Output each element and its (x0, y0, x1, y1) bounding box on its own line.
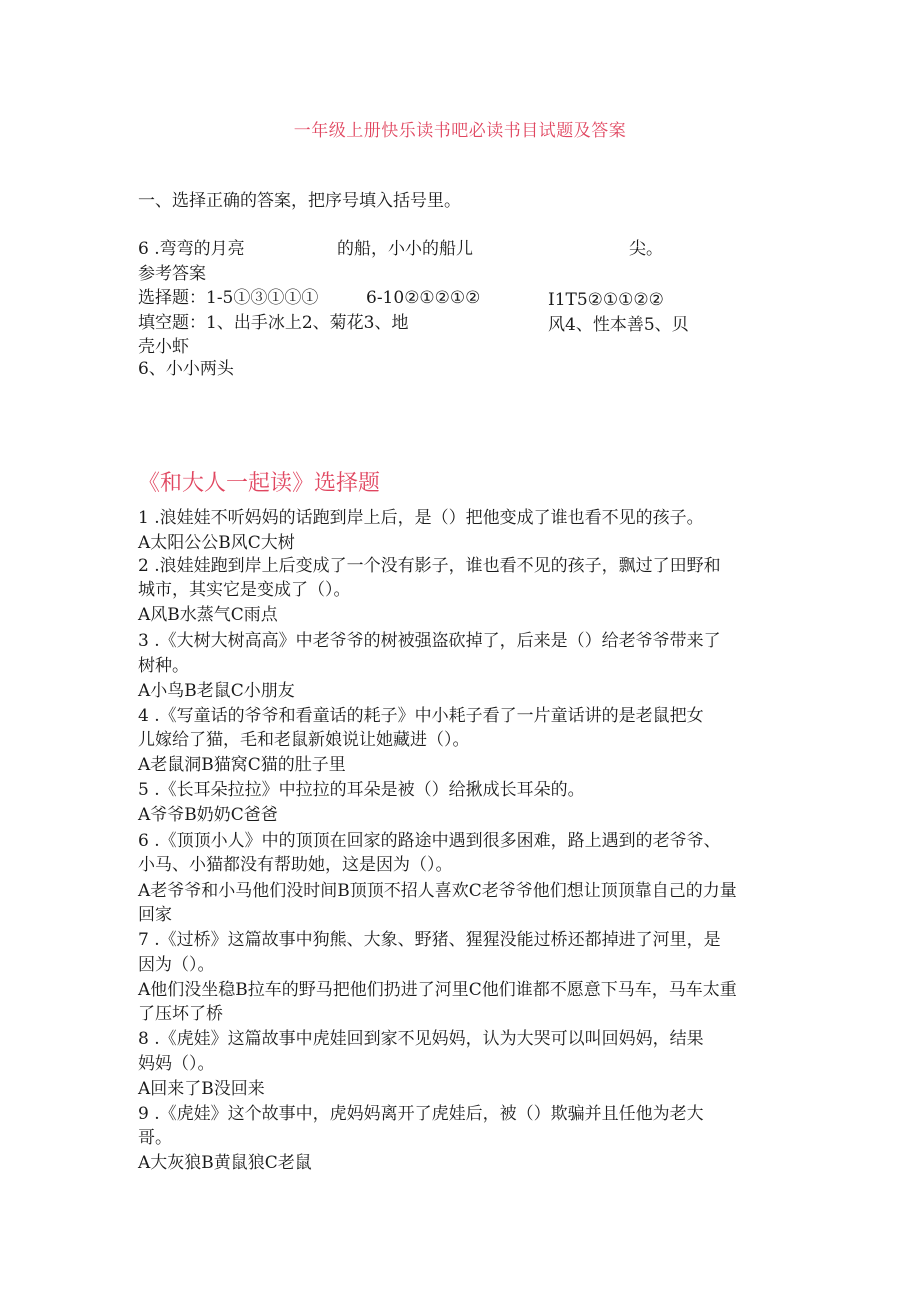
quiz-line: 树种。 (138, 656, 189, 676)
quiz-line: 8 .《虎娃》这篇故事中虎娃回到家不见妈妈，认为大哭可以叫回妈妈，结果 (138, 1029, 704, 1049)
quiz-line: A老爷爷和小马他们没时间B顶顶不招人喜欢C老爷爷他们想让顶顶靠自己的力量 (138, 881, 737, 901)
quiz-line: A爷爷B奶奶C爸爸 (138, 805, 278, 825)
answer-fill-third: 壳小虾 (138, 337, 189, 357)
answer-choice-11-15: I1T5②①①②② (548, 290, 664, 310)
answer-choice-6-10: 6-10②①②①② (366, 288, 481, 308)
answer-choice-1-5: 选择题：1-5①③①①① (138, 288, 319, 308)
quiz-line: 回家 (138, 905, 172, 925)
quiz-line: 3 .《大树大树高高》中老爷爷的树被强盗砍掉了，后来是（）给老爷爷带来了 (138, 631, 721, 651)
quiz-line: 9 .《虎娃》这个故事中，虎妈妈离开了虎娃后，被（）欺骗并且任他为老大 (138, 1104, 704, 1124)
quiz-line: 因为（）。 (138, 955, 215, 975)
quiz-line: A老鼠洞B猫窝C猫的肚子里 (138, 755, 346, 775)
quiz-line: A他们没坐稳B拉车的野马把他们扔进了河里C他们谁都不愿意下马车，马车太重 (138, 980, 737, 1000)
quiz-line: A小鸟B老鼠C小朋友 (138, 681, 295, 701)
quiz-line: 城市，其实它是变成了（）。 (138, 580, 351, 600)
quiz-line: 6 .《顶顶小人》中的顶顶在回家的路途中遇到很多困难，路上遇到的老爷爷、 (138, 831, 721, 851)
answer-fill-fourth: 6、小小两头 (138, 359, 234, 379)
quiz-line: 妈妈（）。 (138, 1054, 215, 1074)
quiz-line: A大灰狼B黄鼠狼C老鼠 (138, 1153, 312, 1173)
quiz-line: A太阳公公B风C大树 (138, 533, 295, 553)
quiz-line: 2 .浪娃娃跑到岸上后变成了一个没有影子，谁也看不见的孩子，飘过了田野和 (138, 556, 721, 576)
page-title: 一年级上册快乐读书吧必读书目试题及答案 (293, 121, 627, 141)
quiz-line: 4 .《写童话的爷爷和看童话的耗子》中小耗子看了一片童话讲的是老鼠把女 (138, 706, 704, 726)
instruction-line: 一、选择正确的答案，把序号填入括号里。 (138, 191, 461, 211)
quiz-line: 7 .《过桥》这篇故事中狗熊、大象、野猪、猩猩没能过桥还都掉进了河里，是 (138, 930, 721, 950)
question-6-part-b: 的船，小小的船儿 (337, 239, 473, 259)
quiz-line: 1 .浪娃娃不听妈妈的话跑到岸上后，是（）把他变成了谁也看不见的孩子。 (138, 508, 704, 528)
quiz-line: A风B水蒸气C雨点 (138, 605, 278, 625)
answer-fill-second: 风4、性本善5、贝 (548, 315, 689, 335)
quiz-line: 了压坏了桥 (138, 1004, 223, 1024)
quiz-line: A回来了B没回来 (138, 1079, 265, 1099)
question-6-part-a: 6 .弯弯的月亮 (138, 239, 245, 259)
quiz-line: 儿嫁给了猫，毛和老鼠新娘说让她藏进（）。 (138, 730, 470, 750)
quiz-line: 5 .《长耳朵拉拉》中拉拉的耳朵是被（）给揪成长耳朵的。 (138, 780, 585, 800)
section-heading: 《和大人一起读》选择题 (138, 471, 381, 496)
quiz-line: 小马、小猫都没有帮助她，这是因为（）。 (138, 855, 453, 875)
quiz-line: 哥。 (138, 1128, 172, 1148)
answer-fill-first: 填空题：1、出手冰上2、菊花3、地 (138, 313, 409, 333)
question-6-part-c: 尖。 (629, 239, 663, 259)
answer-key-heading: 参考答案 (138, 264, 206, 284)
